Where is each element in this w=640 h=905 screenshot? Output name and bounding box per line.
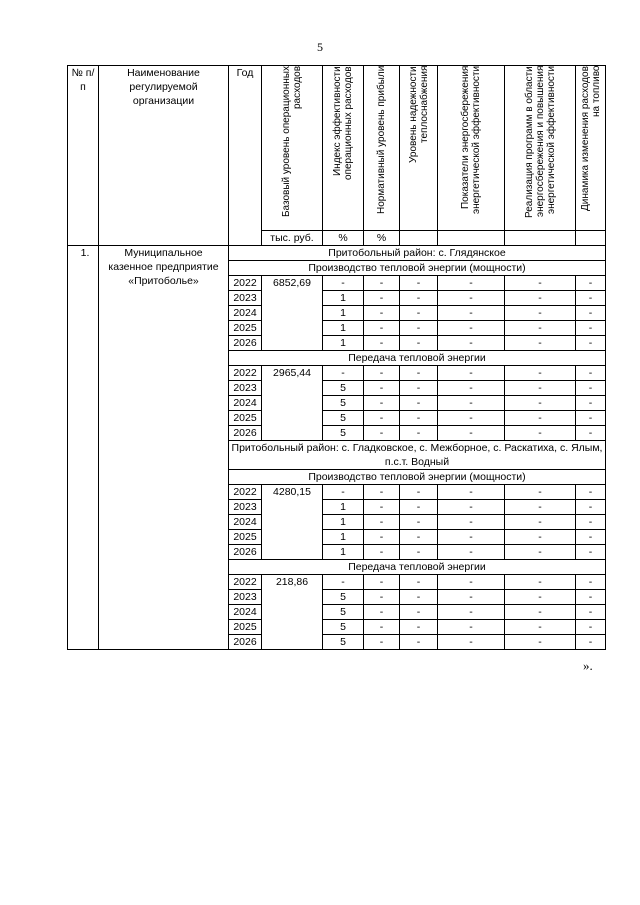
index-cell: 5 [323, 605, 364, 620]
profit-cell: - [364, 545, 400, 560]
header-reliability [400, 66, 438, 231]
index-cell: 1 [323, 530, 364, 545]
energy-cell: - [438, 276, 505, 291]
section-title: Передача тепловой энергии [229, 560, 606, 575]
programs-cell: - [505, 590, 576, 605]
unit-fuel [576, 231, 606, 246]
reliability-cell: - [400, 575, 438, 590]
fuel-cell: - [576, 590, 606, 605]
year-cell: 2024 [229, 605, 262, 620]
reliability-cell: - [400, 381, 438, 396]
energy-cell: - [438, 590, 505, 605]
year-cell: 2022 [229, 575, 262, 590]
header-programs-text: Реализация программ в области энергосбережения и повышения энергетической эффективности [523, 66, 557, 218]
energy-cell: - [438, 500, 505, 515]
fuel-cell: - [576, 500, 606, 515]
fuel-cell: - [576, 411, 606, 426]
header-reliability-text: Уровень надежности теплоснабжения [407, 66, 430, 163]
index-cell: 5 [323, 381, 364, 396]
programs-cell: - [505, 530, 576, 545]
reliability-cell: - [400, 515, 438, 530]
index-cell: - [323, 276, 364, 291]
fuel-cell: - [576, 381, 606, 396]
year-cell: 2024 [229, 396, 262, 411]
header-row [68, 66, 606, 231]
energy-cell: - [438, 485, 505, 500]
programs-cell: - [505, 381, 576, 396]
unit-base: тыс. руб. [262, 231, 323, 246]
energy-cell: - [438, 530, 505, 545]
header-profit-text: Нормативный уровень прибыли [376, 66, 387, 215]
year-cell: 2024 [229, 515, 262, 530]
programs-cell: - [505, 306, 576, 321]
programs-cell: - [505, 291, 576, 306]
header-base [262, 66, 323, 231]
index-cell: - [323, 575, 364, 590]
unit-energy [438, 231, 505, 246]
energy-cell: - [438, 545, 505, 560]
reliability-cell: - [400, 500, 438, 515]
index-cell: - [323, 485, 364, 500]
fuel-cell: - [576, 306, 606, 321]
programs-cell: - [505, 515, 576, 530]
fuel-cell: - [576, 336, 606, 351]
index-cell: 5 [323, 411, 364, 426]
year-cell: 2024 [229, 306, 262, 321]
header-fuel-text: Динамика изменения расходов на топливо [579, 66, 602, 211]
fuel-cell: - [576, 396, 606, 411]
profit-cell: - [364, 366, 400, 381]
header-programs [505, 66, 576, 231]
energy-cell: - [438, 635, 505, 650]
header-index-text: Индекс эффективности операционных расходов [332, 66, 354, 180]
fuel-cell: - [576, 605, 606, 620]
reliability-cell: - [400, 336, 438, 351]
energy-cell: - [438, 426, 505, 441]
profit-cell: - [364, 381, 400, 396]
year-cell: 2026 [229, 545, 262, 560]
profit-cell: - [364, 515, 400, 530]
index-cell: 5 [323, 396, 364, 411]
year-cell: 2025 [229, 530, 262, 545]
profit-cell: - [364, 605, 400, 620]
programs-cell: - [505, 336, 576, 351]
year-cell: 2022 [229, 485, 262, 500]
index-cell: 1 [323, 291, 364, 306]
profit-cell: - [364, 321, 400, 336]
profit-cell: - [364, 590, 400, 605]
unit-reliability [400, 231, 438, 246]
reliability-cell: - [400, 530, 438, 545]
fuel-cell: - [576, 485, 606, 500]
base-level-cell: 218,86 [262, 575, 323, 650]
section-title: Производство тепловой энергии (мощности) [229, 261, 606, 276]
base-level-cell: 6852,69 [262, 276, 323, 351]
energy-cell: - [438, 336, 505, 351]
fuel-cell: - [576, 321, 606, 336]
profit-cell: - [364, 635, 400, 650]
index-cell: 5 [323, 620, 364, 635]
year-cell: 2023 [229, 590, 262, 605]
year-cell: 2022 [229, 366, 262, 381]
energy-cell: - [438, 291, 505, 306]
programs-cell: - [505, 411, 576, 426]
programs-cell: - [505, 575, 576, 590]
closing-mark: ». [583, 658, 593, 673]
header-num: № п/п [68, 66, 99, 246]
index-cell: 1 [323, 321, 364, 336]
index-cell: 1 [323, 545, 364, 560]
profit-cell: - [364, 500, 400, 515]
energy-cell: - [438, 381, 505, 396]
energy-cell: - [438, 575, 505, 590]
unit-profit: % [364, 231, 400, 246]
regulation-table [67, 65, 606, 650]
index-cell: 1 [323, 515, 364, 530]
index-cell: - [323, 366, 364, 381]
reliability-cell: - [400, 485, 438, 500]
index-cell: 5 [323, 426, 364, 441]
year-cell: 2023 [229, 381, 262, 396]
header-index [323, 66, 364, 231]
programs-cell: - [505, 276, 576, 291]
profit-cell: - [364, 575, 400, 590]
reliability-cell: - [400, 590, 438, 605]
reliability-cell: - [400, 635, 438, 650]
fuel-cell: - [576, 635, 606, 650]
year-cell: 2023 [229, 291, 262, 306]
profit-cell: - [364, 426, 400, 441]
index-cell: 5 [323, 635, 364, 650]
district-title: Притобольный район: с. Глядянское [229, 246, 606, 261]
fuel-cell: - [576, 620, 606, 635]
fuel-cell: - [576, 530, 606, 545]
unit-programs [505, 231, 576, 246]
index-cell: 1 [323, 336, 364, 351]
profit-cell: - [364, 620, 400, 635]
energy-cell: - [438, 321, 505, 336]
unit-index: % [323, 231, 364, 246]
district-row [68, 246, 606, 261]
fuel-cell: - [576, 515, 606, 530]
profit-cell: - [364, 485, 400, 500]
index-cell: 5 [323, 590, 364, 605]
section-title: Производство тепловой энергии (мощности) [229, 470, 606, 485]
year-cell: 2026 [229, 336, 262, 351]
profit-cell: - [364, 396, 400, 411]
header-fuel [576, 66, 606, 231]
year-cell: 2025 [229, 411, 262, 426]
fuel-cell: - [576, 426, 606, 441]
header-base-text: Базовый уровень операционных расходов [281, 66, 303, 217]
programs-cell: - [505, 426, 576, 441]
energy-cell: - [438, 515, 505, 530]
header-energy-text: Показатели энергосбережения энергетической эффективности [460, 66, 482, 215]
profit-cell: - [364, 336, 400, 351]
fuel-cell: - [576, 545, 606, 560]
header-name: Наименование регулируемой организации [99, 66, 229, 246]
programs-cell: - [505, 605, 576, 620]
organization-name: Муниципальное казенное предприятие «Притоболье» [99, 246, 229, 650]
programs-cell: - [505, 366, 576, 381]
year-cell: 2025 [229, 321, 262, 336]
header-energy [438, 66, 505, 231]
year-cell: 2026 [229, 635, 262, 650]
programs-cell: - [505, 545, 576, 560]
fuel-cell: - [576, 291, 606, 306]
reliability-cell: - [400, 291, 438, 306]
reliability-cell: - [400, 620, 438, 635]
reliability-cell: - [400, 306, 438, 321]
section-title: Передача тепловой энергии [229, 351, 606, 366]
fuel-cell: - [576, 276, 606, 291]
base-level-cell: 2965,44 [262, 366, 323, 441]
reliability-cell: - [400, 426, 438, 441]
district-title: Притобольный район: с. Гладковское, с. Межборное, с. Раскатиха, с. Ялым, п.с.т. Водный [229, 441, 606, 470]
programs-cell: - [505, 321, 576, 336]
profit-cell: - [364, 411, 400, 426]
reliability-cell: - [400, 321, 438, 336]
profit-cell: - [364, 291, 400, 306]
reliability-cell: - [400, 411, 438, 426]
reliability-cell: - [400, 366, 438, 381]
programs-cell: - [505, 396, 576, 411]
header-year: Год [229, 66, 262, 246]
energy-cell: - [438, 411, 505, 426]
page-number: 5 [317, 40, 323, 54]
reliability-cell: - [400, 605, 438, 620]
index-cell: 1 [323, 500, 364, 515]
fuel-cell: - [576, 575, 606, 590]
programs-cell: - [505, 635, 576, 650]
header-profit [364, 66, 400, 231]
energy-cell: - [438, 396, 505, 411]
reliability-cell: - [400, 396, 438, 411]
year-cell: 2025 [229, 620, 262, 635]
profit-cell: - [364, 306, 400, 321]
base-level-cell: 4280,15 [262, 485, 323, 560]
reliability-cell: - [400, 276, 438, 291]
energy-cell: - [438, 620, 505, 635]
energy-cell: - [438, 306, 505, 321]
energy-cell: - [438, 605, 505, 620]
row-number: 1. [68, 246, 99, 650]
reliability-cell: - [400, 545, 438, 560]
programs-cell: - [505, 620, 576, 635]
energy-cell: - [438, 366, 505, 381]
index-cell: 1 [323, 306, 364, 321]
fuel-cell: - [576, 366, 606, 381]
year-cell: 2026 [229, 426, 262, 441]
year-cell: 2023 [229, 500, 262, 515]
year-cell: 2022 [229, 276, 262, 291]
profit-cell: - [364, 276, 400, 291]
programs-cell: - [505, 485, 576, 500]
programs-cell: - [505, 500, 576, 515]
profit-cell: - [364, 530, 400, 545]
